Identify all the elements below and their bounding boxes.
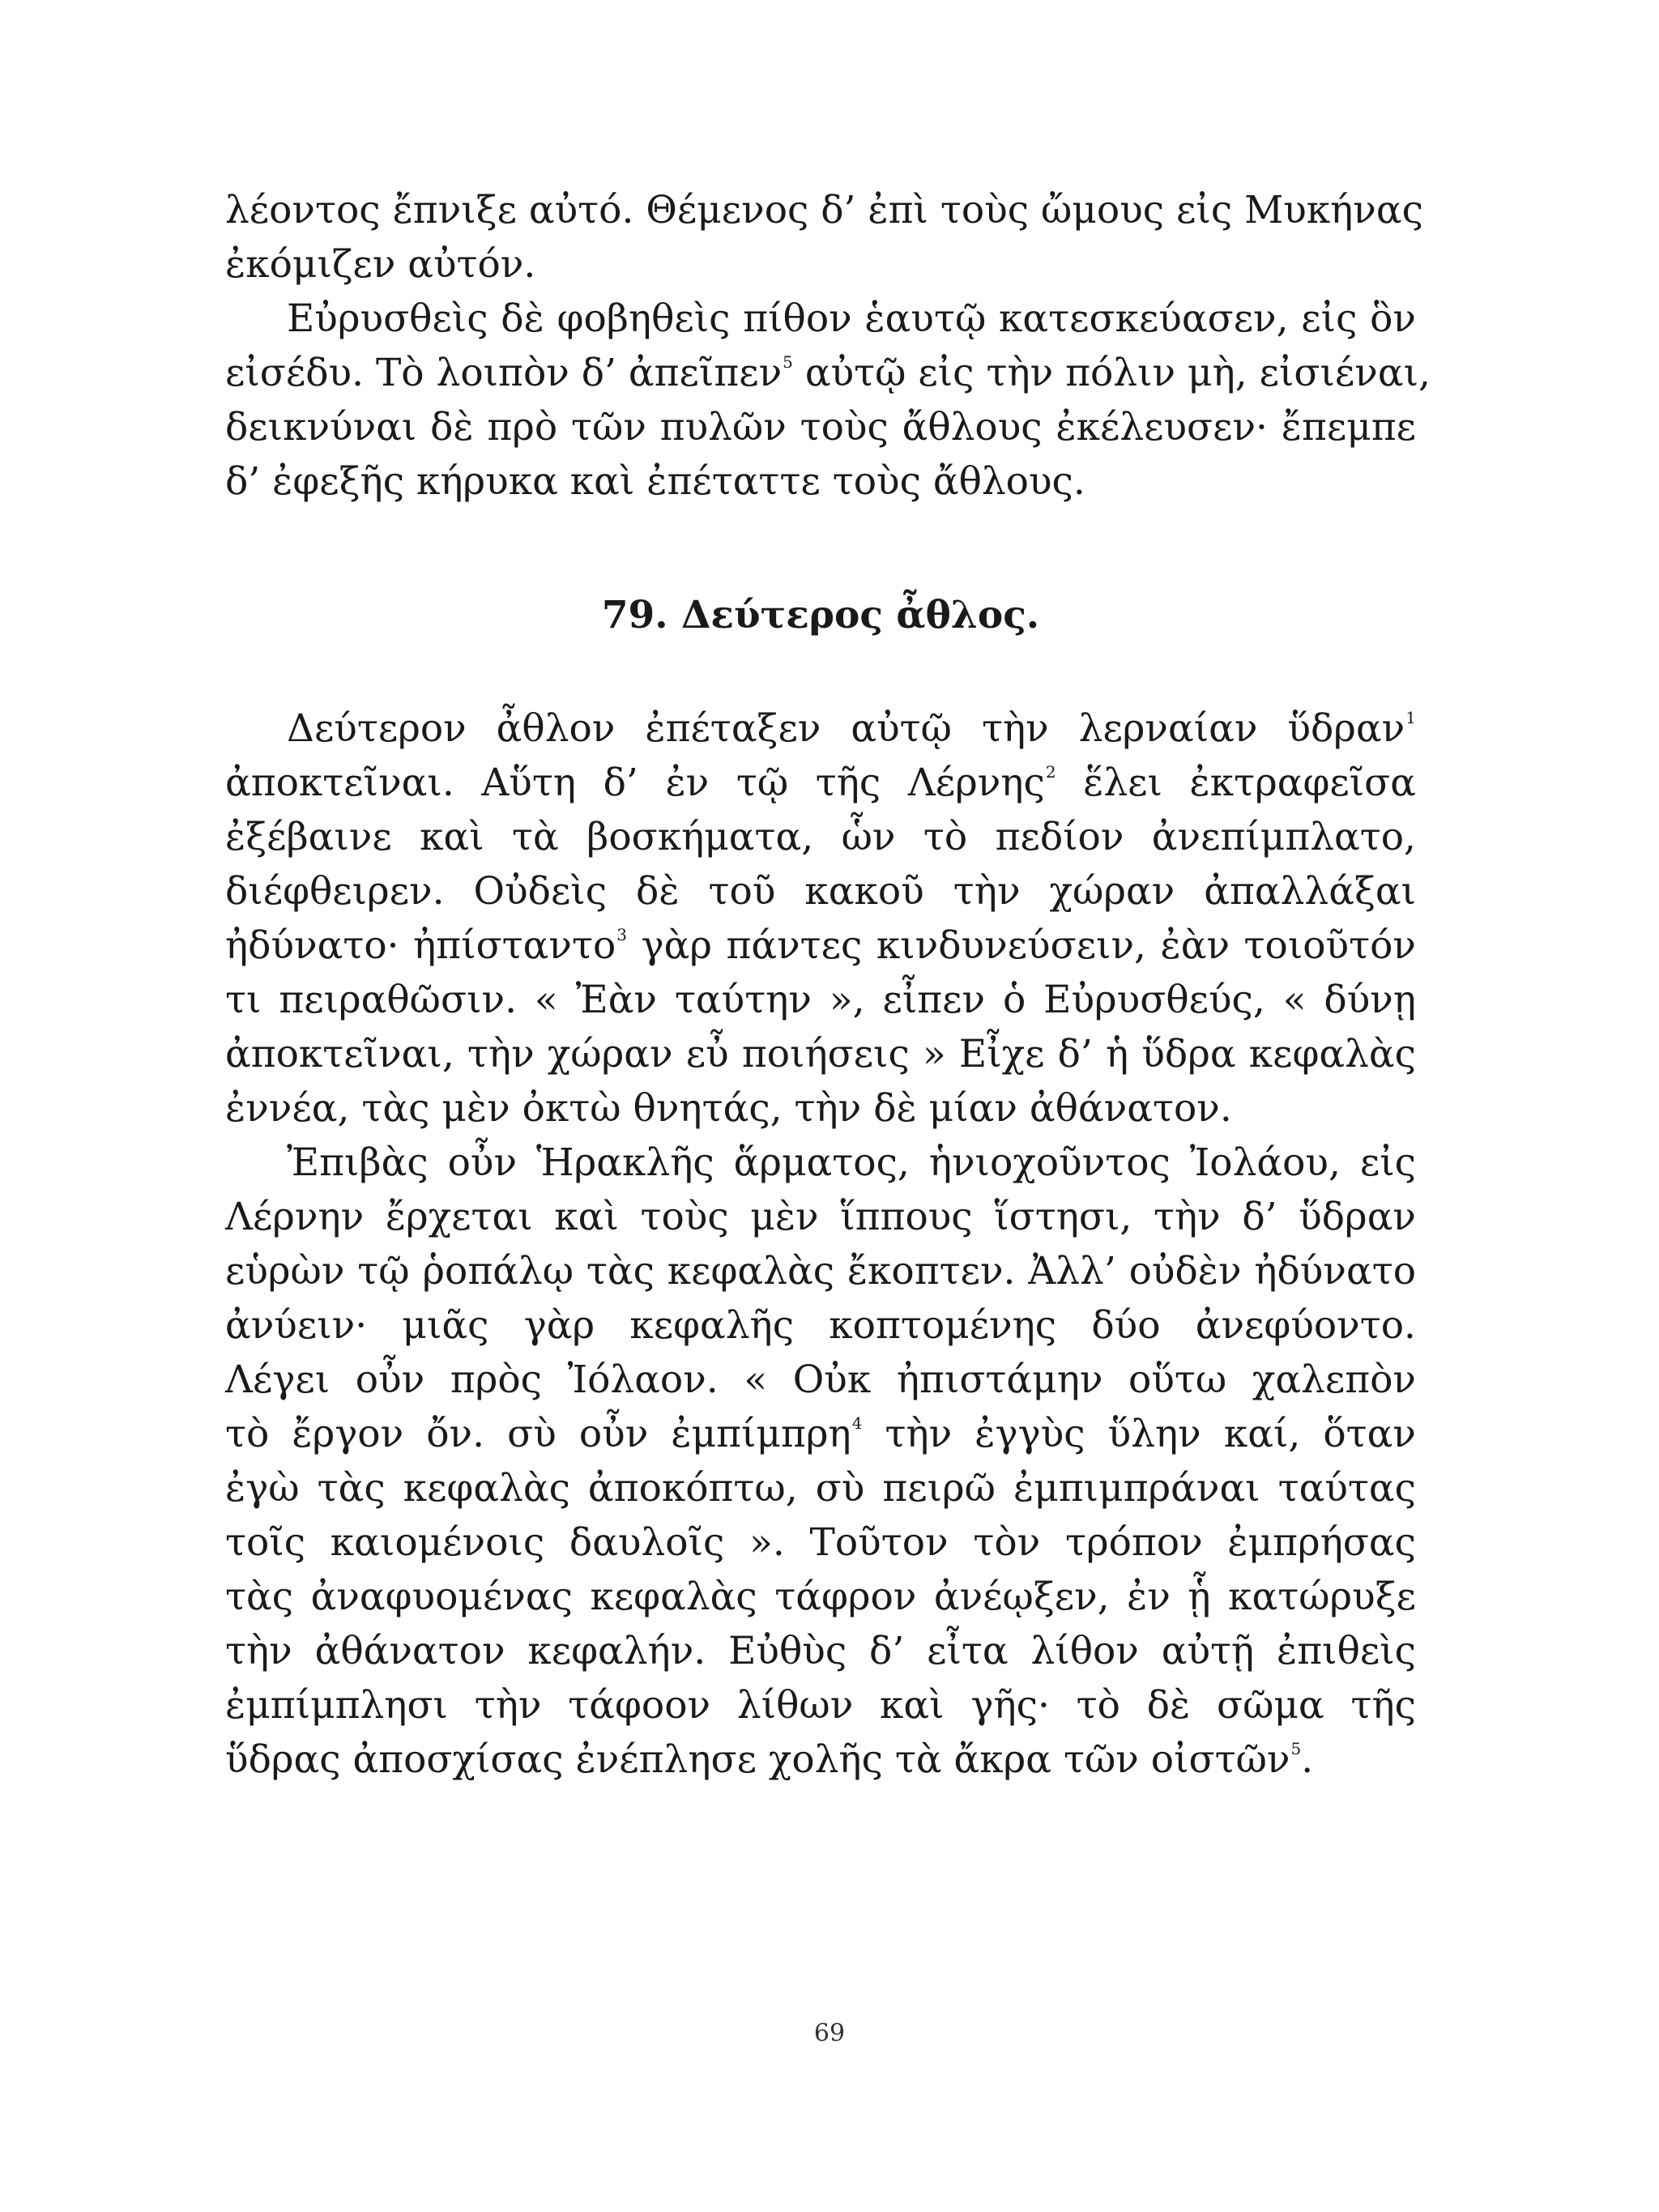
text-line: εὑρὼν τῷ ῥοπάλῳ τὰς κεφαλὰς ἔκοπτεν. Ἀλλ’ οὐδὲν ἠδύνατο — [225, 1249, 1416, 1294]
text-line: ἐννέα, τὰς μὲν ὀκτὼ θνητάς, τὴν δὲ μίαν ἀθάνατον. — [225, 1086, 1232, 1131]
text-line: ἐγὼ τὰς κεφαλὰς ἀποκόπτω, σὺ πειρῶ ἐμπιμπράναι ταύτας — [225, 1466, 1416, 1511]
paragraph-hydra-battle — [225, 1136, 1416, 1787]
text-line — [225, 701, 1416, 756]
text-line: ἀνύειν· μιᾶς γὰρ κεφαλῆς κοπτομένης δύο ἀνεφύοντο. — [225, 1303, 1416, 1348]
text-segment: εἰσέδυ. Τὸ λοιπὸν δ’ ἀπεῖπεν — [225, 351, 783, 395]
text-block-main — [225, 701, 1416, 1787]
paragraph-eurystheus — [225, 292, 1431, 509]
text-segment: τὴν ἐγγὺς ὕλην καί, ὅταν — [862, 1412, 1416, 1456]
text-line: Λέρνην ἔρχεται καὶ τοὺς μὲν ἵππους ἵστησι, τὴν δ’ ὕδραν — [225, 1195, 1416, 1239]
footnote-marker: 5 — [1290, 1739, 1302, 1758]
section-title: 79. Δεύτερος ἆθλος. — [601, 593, 1040, 637]
text-segment: ἕλει ἐκτραφεῖσα — [1056, 761, 1416, 805]
text-segment: ὕδρας ἀποσχίσας ἐνέπλησε χολῆς τὰ ἄκρα τῶν οἰστῶν — [225, 1737, 1290, 1782]
footnote-marker: 4 — [851, 1413, 863, 1433]
text-line: τι πειραθῶσιν. « Ἐὰν ταύτην », εἶπεν ὁ Εὐρυσθεύς, « δύνῃ — [225, 978, 1416, 1022]
text-line — [225, 1733, 1416, 1787]
paragraph-lion-ending — [225, 183, 1423, 292]
text-line: Εὐρυσθεὶς δὲ φοβηθεὶς πίθον ἑαυτῷ κατεσκεύασεν, εἰς ὃν — [287, 296, 1416, 341]
text-line: τὴν ἀθάνατον κεφαλήν. Εὐθὺς δ’ εἶτα λίθον αὐτῇ ἐπιθεὶς — [225, 1629, 1416, 1673]
text-line: Ἐπιβὰς οὖν Ἡρακλῆς ἅρματος, ἡνιοχοῦντος Ἰολάου, εἰς — [287, 1140, 1416, 1185]
text-line: ἐξέβαινε καὶ τὰ βοσκήματα, ὧν τὸ πεδίον ἀνεπίμπλατο, — [225, 815, 1416, 859]
text-line: λέοντος ἔπνιξε αὐτό. Θέμενος δ’ ἐπὶ τοὺς ὤμους εἰς Μυκήνας — [225, 188, 1423, 232]
footnote-marker: 2 — [1045, 762, 1056, 782]
text-line — [225, 756, 1416, 810]
text-line: διέφθειρεν. Οὐδεὶς δὲ τοῦ κακοῦ τὴν χώραν ἀπαλλάξαι — [225, 869, 1416, 914]
text-segment: γὰρ πάντες κινδυνεύσειν, ἐὰν τοιοῦτόν — [627, 923, 1417, 968]
text-line: ἐμπίμπλησι τὴν τάφοον λίθων καὶ γῆς· τὸ δὲ σῶμα τῆς — [225, 1683, 1416, 1728]
footnote-marker: 1 — [1405, 708, 1416, 727]
text-line: τὰς ἀναφυομένας κεφαλὰς τάφρον ἀνέῳξεν, ἐν ᾗ κατώρυξε — [225, 1575, 1416, 1619]
text-segment: τὸ ἔργον ὄν. σὺ οὖν ἐμπίμπρη — [225, 1412, 851, 1456]
text-segment: . — [1301, 1737, 1314, 1782]
page-number: 69 — [813, 2019, 846, 2048]
text-line: ἐκόμιζεν αὐτόν. — [225, 242, 536, 287]
paragraph-hydra-intro — [225, 701, 1416, 1136]
text-segment: αὐτῷ εἰς τὴν πόλιν μὴ, εἰσιέναι, — [792, 351, 1431, 395]
text-segment: ἠδύνατο· ἠπίσταντο — [225, 923, 616, 968]
text-block-top — [225, 183, 1431, 509]
footnote-marker: 5 — [783, 352, 793, 372]
text-line — [225, 346, 1431, 400]
text-line — [225, 1407, 1416, 1461]
text-line: τοῖς καιομένοις δαυλοῖς ». Τοῦτον τὸν τρόπον ἐμπρήσας — [225, 1520, 1416, 1565]
text-line — [225, 918, 1416, 973]
footnote-marker: 3 — [616, 925, 627, 944]
text-line: Λέγει οὖν πρὸς Ἰόλαον. « Οὐκ ἠπιστάμην οὕτω χαλεπὸν — [225, 1357, 1416, 1402]
text-segment: ἀποκτεῖναι. Αὕτη δ’ ἐν τῷ τῆς Λέρνης — [225, 761, 1045, 805]
text-segment: Δεύτερον ἆθλον ἐπέταξεν αὐτῷ τὴν λερναίαν ὕδραν — [287, 706, 1405, 751]
text-line: δεικνύναι δὲ πρὸ τῶν πυλῶν τοὺς ἄθλους ἐκέλευσεν· ἔπεμπε — [225, 405, 1416, 450]
text-line: ἀποκτεῖναι, τὴν χώραν εὖ ποιήσεις » Εἶχε δ’ ἡ ὕδρα κεφαλὰς — [225, 1032, 1416, 1076]
text-line: δ’ ἐφεξῆς κήρυκα καὶ ἐπέταττε τοὺς ἄθλους. — [225, 459, 1085, 504]
